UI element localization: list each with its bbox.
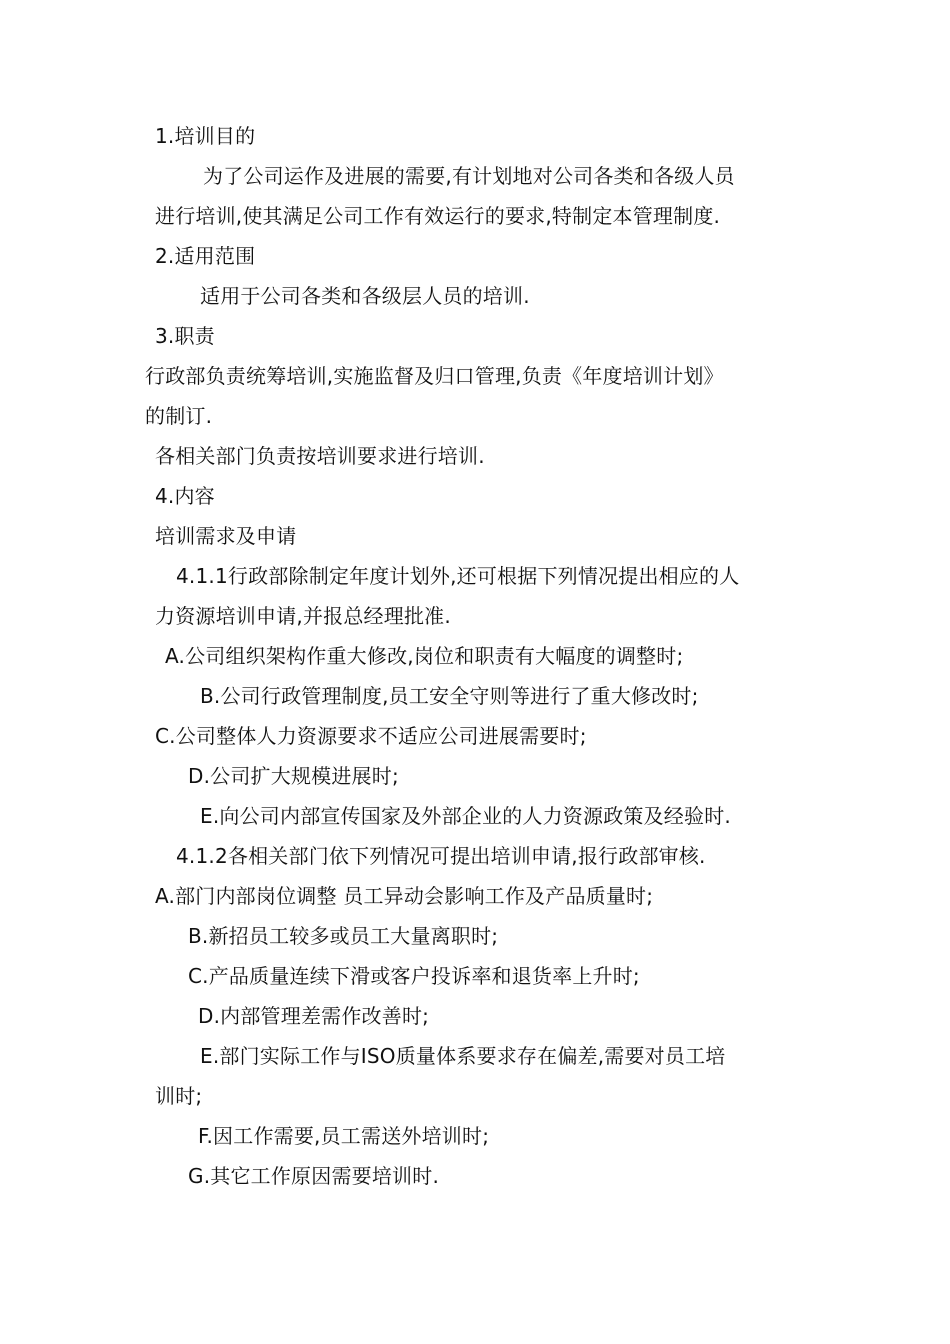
clause-4-1-2: 4.1.2各相关部门依下列情况可提出培训申请,报行政部审核. bbox=[176, 844, 706, 868]
clause-4-1-1: 4.1.1行政部除制定年度计划外,还可根据下列情况提出相应的人 bbox=[176, 564, 740, 588]
list-item: F.因工作需要,员工需送外培训时; bbox=[198, 1124, 490, 1148]
paragraph-line: 的制订. bbox=[145, 404, 213, 428]
list-item: B.公司行政管理制度,员工安全守则等进行了重大修改时; bbox=[200, 684, 699, 708]
paragraph-line: 为了公司运作及进展的需要,有计划地对公司各类和各级人员 bbox=[203, 164, 735, 188]
paragraph-line: 进行培训,使其满足公司工作有效运行的要求,特制定本管理制度. bbox=[155, 204, 721, 228]
paragraph-line: 力资源培训申请,并报总经理批准. bbox=[155, 604, 451, 628]
list-item: E.向公司内部宣传国家及外部企业的人力资源政策及经验时. bbox=[200, 804, 731, 828]
heading-content: 4.内容 bbox=[155, 484, 215, 508]
list-item: G.其它工作原因需要培训时. bbox=[188, 1164, 440, 1188]
list-item: A.部门内部岗位调整 员工异动会影响工作及产品质量时; bbox=[155, 884, 654, 908]
list-item: C.产品质量连续下滑或客户投诉率和退货率上升时; bbox=[188, 964, 640, 988]
paragraph-line: 适用于公司各类和各级层人员的培训. bbox=[200, 284, 530, 308]
list-item: B.新招员工较多或员工大量离职时; bbox=[188, 924, 499, 948]
list-item: C.公司整体人力资源要求不适应公司进展需要时; bbox=[155, 724, 587, 748]
list-item: D.公司扩大规模进展时; bbox=[188, 764, 399, 788]
list-item: E.部门实际工作与ISO质量体系要求存在偏差,需要对员工培 bbox=[200, 1044, 726, 1068]
subheading-training-needs: 培训需求及申请 bbox=[155, 524, 297, 548]
heading-responsibilities: 3.职责 bbox=[155, 324, 215, 348]
list-item: A.公司组织架构作重大修改,岗位和职责有大幅度的调整时; bbox=[165, 644, 684, 668]
paragraph-line: 训时; bbox=[155, 1084, 203, 1108]
paragraph-line: 各相关部门负责按培训要求进行培训. bbox=[155, 444, 485, 468]
heading-training-purpose: 1.培训目的 bbox=[155, 124, 256, 148]
paragraph-line: 行政部负责统筹培训,实施监督及归口管理,负责《年度培训计划》 bbox=[145, 364, 724, 388]
heading-scope: 2.适用范围 bbox=[155, 244, 256, 268]
list-item: D.内部管理差需作改善时; bbox=[198, 1004, 430, 1028]
